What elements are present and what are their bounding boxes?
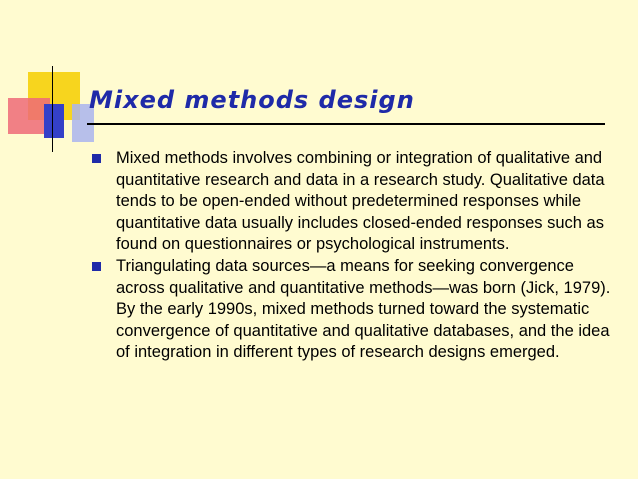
deco-vertical-line: [52, 66, 53, 152]
slide-title: Mixed methods design: [89, 86, 415, 114]
bullet-text: Triangulating data sources—a means for seeking convergence across qualitative and quantitative methods—was born (Jick, 1979). By the early 1990s, mixed methods turned toward the systematic convergence of quantitative and qualitative databases, and the idea of integration in different types of research designs emerged.: [116, 256, 611, 362]
title-underline: [87, 123, 605, 125]
square-bullet-icon: [92, 262, 101, 271]
bullet-text: Mixed methods involves combining or integration of qualitative and quantitative research and data in a research study. Qualitative data tends to be open-ended without predetermined responses while quantitative data usually includes closed-ended responses such as found on questionnaires or psychological instruments.: [116, 149, 605, 254]
bullet-item: [90, 148, 620, 256]
bullet-list: [90, 148, 620, 364]
bullet-item: [90, 256, 620, 364]
square-bullet-icon: [92, 154, 101, 163]
deco-blue-square: [44, 104, 64, 138]
